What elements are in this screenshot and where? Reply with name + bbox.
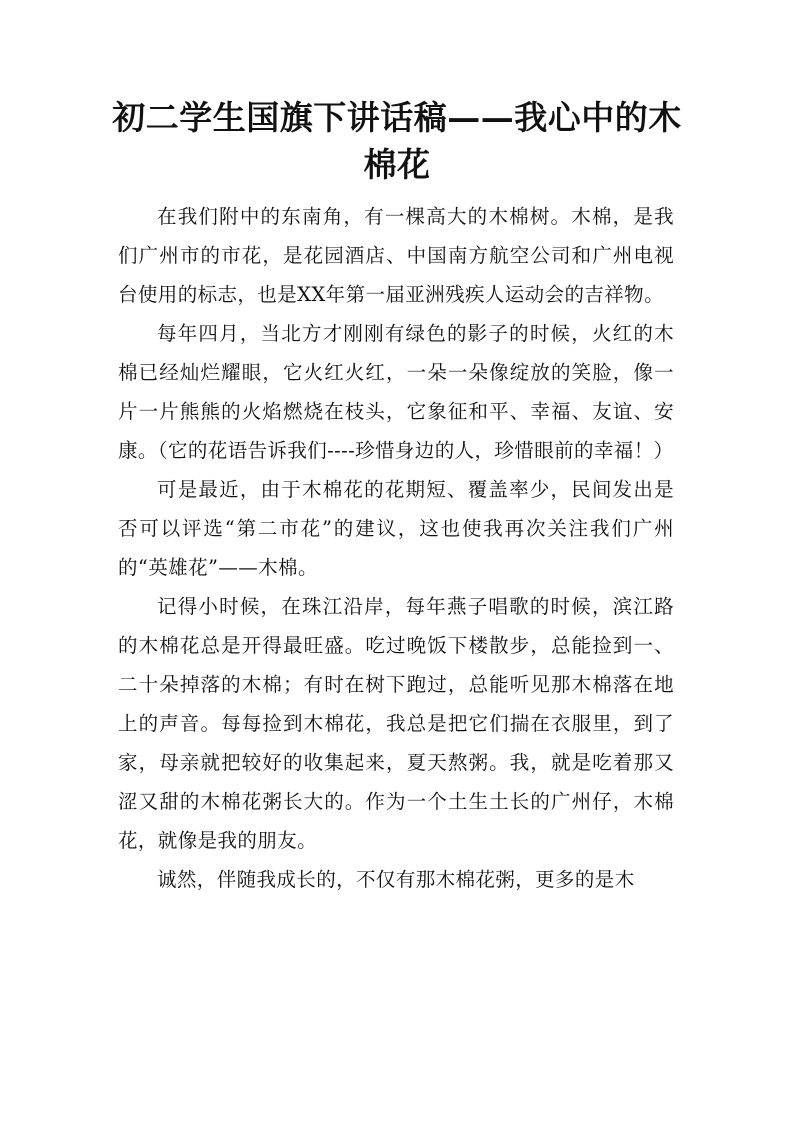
document-title: 初二学生国旗下讲话稿——我心中的木棉花 (112, 98, 682, 184)
document-body (118, 197, 674, 899)
paragraph: 诚然，伴随我成长的，不仅有那木棉花粥，更多的是木 (157, 868, 635, 891)
paragraph: 可是最近，由于木棉花的花期短、覆盖率少，民间发出是否可以评选“第二市花”的建议，这也使我再次关注我们广州的“英雄花”——木棉。 (118, 478, 674, 579)
paragraph: 记得小时候，在珠江沿岸，每年燕子唱歌的时候，滨江路的木棉花总是开得最旺盛。吃过晚饭下楼散步，总能捡到一、二十朵掉落的木棉；有时在树下跑过，总能听见那木棉落在地上的声音。每每捡到木棉花，我总是把它们揣在衣服里，到了家，母亲就把较好的收集起来，夏天熬粥。我，就是吃着那又涩又甜的木棉花粥长大的。作为一个土生土长的广州仔，木棉花，就像是我的朋友。 (118, 595, 674, 852)
paragraph: 每年四月，当北方才刚刚有绿色的影子的时候，火红的木棉已经灿烂耀眼，它火红火红，一朵一朵像绽放的笑脸，像一片一片熊熊的火焰燃烧在枝头，它象征和平、幸福、友谊、安康。（它的花语告诉我们----珍惜身边的人，珍惜眼前的幸福！） (118, 322, 674, 462)
paragraph: 在我们附中的东南角，有一棵高大的木棉树。木棉，是我们广州市的市花，是花园酒店、中国南方航空公司和广州电视台使用的标志，也是XX年第一届亚洲残疾人运动会的吉祥物。 (118, 205, 674, 306)
